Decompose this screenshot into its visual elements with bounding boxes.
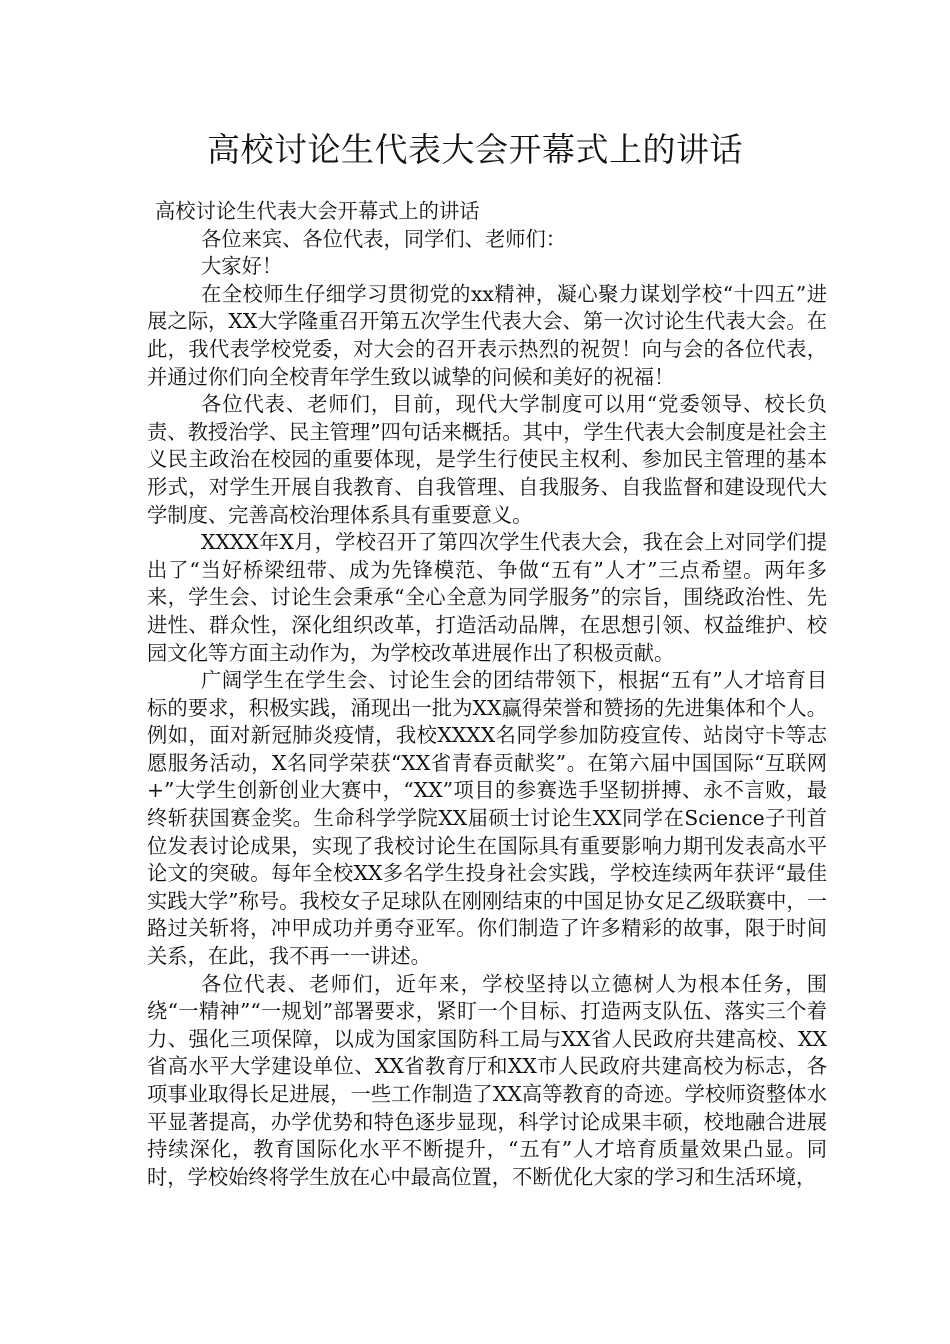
paragraph: 各位代表、老师们，近年来，学校坚持以立德树人为根本任务，围绕“一精神”“一规划”部署要求，紧盯一个目标、打造两支队伍、落实三个着力、强化三项保障，以成为国家国防科工局与XX省人民政府共建高校、XX省高水平大学建设单位、XX省教育厅和XX市人民政府共建高校为标志，各项事业取得长足进展，一些工作制造了XX高等教育的奇迹。学校师资整体水平显著提高，办学优势和特色逐步显现，科学讨论成果丰硕，校地融合进展持续深化，教育国际化水平不断提升，“五有”人才培育质量效果凸显。同时，学校始终将学生放在心中最高位置，不断优化大家的学习和生活环境， bbox=[147, 971, 827, 1189]
paragraph: 广阔学生在学生会、讨论生会的团结带领下，根据“五有”人才培育目标的要求，积极实践，涌现出一批为XX赢得荣誉和赞扬的先进集体和个人。例如，面对新冠肺炎疫情，我校XXXX名同学参加防疫宣传、站岗守卡等志愿服务活动，X名同学荣获“XX省青春贡献奖”。在第六届中国国际“互联网+”大学生创新创业大赛中，“XX”项目的参赛选手坚韧拼搏、永不言败，最终斩获国赛金奖。生命科学学院XX届硕士讨论生XX同学在Science子刊首位发表讨论成果，实现了我校讨论生在国际具有重要影响力期刊发表高水平论文的突破。每年全校XX多名学生投身社会实践，学校连续两年获评“最佳实践大学”称号。我校女子足球队在刚刚结束的中国足协女足乙级联赛中，一路过关斩将，冲甲成功并勇夺亚军。你们制造了许多精彩的故事，限于时间关系，在此，我不再一一讲述。 bbox=[147, 668, 827, 969]
paragraph: 在全校师生仔细学习贯彻党的xx精神，凝心聚力谋划学校“十四五”进展之际，XX大学隆重召开第五次学生代表大会、第一次讨论生代表大会。在此，我代表学校党委，对大会的召开表示热烈的祝贺！向与会的各位代表，并通过你们向全校青年学生致以诚挚的问候和美好的祝福！ bbox=[147, 281, 827, 389]
document-body bbox=[147, 198, 827, 1191]
paragraph: 各位代表、老师们，目前，现代大学制度可以用“党委领导、校长负责、教授治学、民主管理”四句话来概括。其中，学生代表大会制度是社会主义民主政治在校园的重要体现，是学生行使民主权利、参加民主管理的基本形式，对学生开展自我教育、自我管理、自我服务、自我监督和建设现代大学制度、完善高校治理体系具有重要意义。 bbox=[147, 392, 827, 527]
paragraph: XXXX年X月，学校召开了第四次学生代表大会，我在会上对同学们提出了“当好桥梁纽带、成为先锋模范、争做“五有”人才”三点希望。两年多来，学生会、讨论生会秉承“全心全意为同学服务”的宗旨，围绕政治性、先进性、群众性，深化组织改革，打造活动品牌，在思想引领、权益维护、校园文化等方面主动作为，为学校改革进展作出了积极贡献。 bbox=[147, 530, 827, 665]
greeting: 大家好！ bbox=[201, 254, 283, 279]
salutation: 各位来宾、各位代表，同学们、老师们： bbox=[201, 226, 567, 251]
document-subtitle: 高校讨论生代表大会开幕式上的讲话 bbox=[155, 199, 480, 223]
document-title: 高校讨论生代表大会开幕式上的讲话 bbox=[207, 130, 743, 169]
